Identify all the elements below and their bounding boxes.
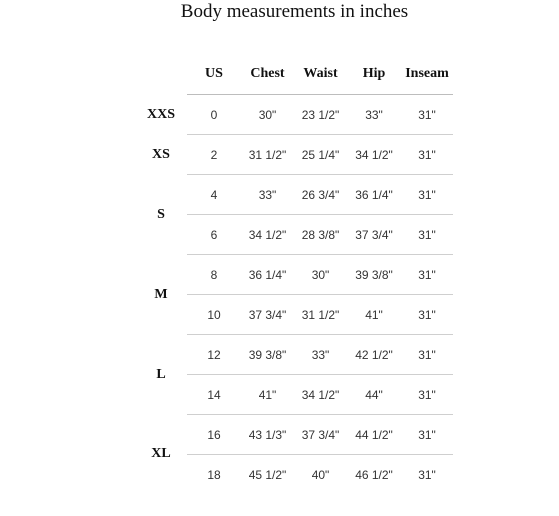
- cell-waist: 33": [294, 335, 347, 375]
- size-label: XS: [152, 146, 170, 162]
- cell-us: 16: [187, 415, 241, 455]
- cell-waist: 34 1/2": [294, 375, 347, 415]
- size-label: L: [156, 366, 166, 382]
- cell-waist: 23 1/2": [294, 95, 347, 135]
- cell-us: 4: [187, 175, 241, 215]
- cell-waist: 25 1/4": [294, 135, 347, 175]
- cell-inseam: 31": [401, 255, 453, 295]
- cell-us: 18: [207, 467, 221, 482]
- cell-inseam: 31": [401, 95, 453, 135]
- cell-chest: 43 1/3": [241, 415, 294, 455]
- cell-inseam: 31": [401, 215, 453, 255]
- header-corner-cell: [135, 54, 187, 95]
- size-label: XXS: [146, 106, 175, 122]
- cell-hip: 44 1/2": [347, 415, 401, 455]
- table-row: [135, 135, 453, 175]
- cell-hip: 36 1/4": [347, 175, 401, 215]
- cell-inseam: 31": [401, 375, 453, 415]
- cell-hip: 42 1/2": [347, 335, 401, 375]
- table-row: [135, 255, 453, 295]
- cell-inseam: 31": [401, 415, 453, 455]
- cell-inseam: 31": [401, 335, 453, 375]
- cell-hip: 34 1/2": [347, 135, 401, 175]
- cell-chest: 31 1/2": [241, 135, 294, 175]
- cell-chest: 41": [241, 375, 294, 415]
- header-inseam: Inseam: [401, 54, 453, 95]
- cell-us: 0: [187, 95, 241, 135]
- cell-chest: 36 1/4": [241, 255, 294, 295]
- cell-us: 10: [187, 295, 241, 335]
- cell-waist: 31 1/2": [294, 295, 347, 335]
- cell-waist: 37 3/4": [294, 415, 347, 455]
- cell-waist: 40": [311, 467, 330, 482]
- cell-inseam: 31": [401, 295, 453, 335]
- cell-us: 6: [187, 215, 241, 255]
- cell-us: 8: [187, 255, 241, 295]
- cell-chest: 33": [241, 175, 294, 215]
- table-row: [135, 95, 453, 135]
- cell-chest: 30": [241, 95, 294, 135]
- cell-us: 12: [187, 335, 241, 375]
- size-label: S: [157, 206, 165, 222]
- cell-hip: 37 3/4": [347, 215, 401, 255]
- size-label: XL: [151, 446, 171, 462]
- cell-chest: 39 3/8": [241, 335, 294, 375]
- cell-waist: 30": [294, 255, 347, 295]
- header-us: US: [187, 54, 241, 95]
- cell-us: 2: [187, 135, 241, 175]
- cell-waist: 26 3/4": [294, 175, 347, 215]
- header-waist: Waist: [294, 54, 347, 95]
- cell-chest: 34 1/2": [241, 215, 294, 255]
- header-row: [135, 54, 453, 95]
- cell-inseam: 31": [418, 467, 436, 482]
- size-chart-table: [135, 54, 453, 494]
- cell-chest: 45 1/2": [248, 467, 287, 482]
- cell-inseam: 31": [401, 175, 453, 215]
- cell-hip: 44": [347, 375, 401, 415]
- cell-hip: 39 3/8": [347, 255, 401, 295]
- table-row: [135, 175, 453, 215]
- cell-hip: 33": [347, 95, 401, 135]
- cell-us: 14: [187, 375, 241, 415]
- cell-hip: 41": [347, 295, 401, 335]
- table-row: [135, 415, 453, 455]
- cell-waist: 28 3/8": [294, 215, 347, 255]
- header-hip: Hip: [347, 54, 401, 95]
- cell-hip: 46 1/2": [355, 467, 393, 482]
- cell-chest: 37 3/4": [241, 295, 294, 335]
- table-row: [135, 335, 453, 375]
- header-chest: Chest: [241, 54, 294, 95]
- size-label: M: [154, 286, 168, 302]
- cell-inseam: 31": [401, 135, 453, 175]
- page-title: Body measurements in inches: [180, 1, 409, 22]
